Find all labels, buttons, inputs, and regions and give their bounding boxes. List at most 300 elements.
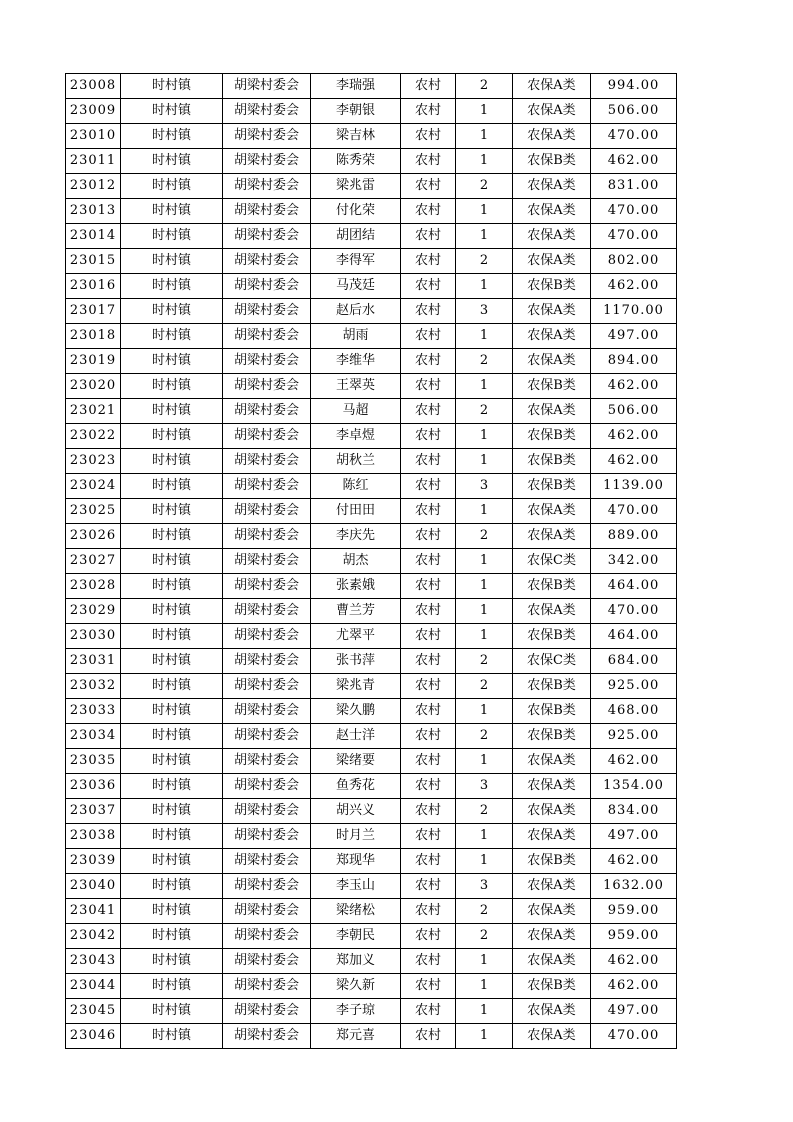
person-count-cell: 2 [456,924,513,949]
insurance-category-cell: 农保B类 [513,374,591,399]
table-row [66,474,677,499]
person-name-cell: 梁久鹏 [311,699,401,724]
insurance-category-cell: 农保A类 [513,999,591,1024]
person-name-cell: 陈红 [311,474,401,499]
benefit-roster-table [65,73,677,1049]
record-id-cell: 23041 [66,899,121,924]
residence-type-cell: 农村 [401,949,456,974]
insurance-category-cell: 农保B类 [513,674,591,699]
person-name-cell: 张素娥 [311,574,401,599]
insurance-category-cell: 农保A类 [513,749,591,774]
insurance-category-cell: 农保A类 [513,249,591,274]
table-row [66,349,677,374]
person-count-cell: 1 [456,124,513,149]
village-committee-cell: 胡梁村委会 [223,149,311,174]
residence-type-cell: 农村 [401,674,456,699]
town-cell: 时村镇 [121,549,223,574]
record-id-cell: 23023 [66,449,121,474]
insurance-category-cell: 农保A类 [513,199,591,224]
village-committee-cell: 胡梁村委会 [223,549,311,574]
person-count-cell: 2 [456,724,513,749]
table-row [66,274,677,299]
residence-type-cell: 农村 [401,624,456,649]
amount-cell: 831.00 [591,174,677,199]
town-cell: 时村镇 [121,199,223,224]
record-id-cell: 23010 [66,124,121,149]
amount-cell: 468.00 [591,699,677,724]
record-id-cell: 23011 [66,149,121,174]
amount-cell: 470.00 [591,599,677,624]
amount-cell: 889.00 [591,524,677,549]
village-committee-cell: 胡梁村委会 [223,749,311,774]
person-count-cell: 1 [456,999,513,1024]
amount-cell: 464.00 [591,574,677,599]
person-count-cell: 2 [456,74,513,99]
insurance-category-cell: 农保B类 [513,474,591,499]
village-committee-cell: 胡梁村委会 [223,474,311,499]
residence-type-cell: 农村 [401,774,456,799]
insurance-category-cell: 农保A类 [513,1024,591,1049]
record-id-cell: 23012 [66,174,121,199]
table-row [66,849,677,874]
table-row [66,999,677,1024]
person-name-cell: 李卓煜 [311,424,401,449]
village-committee-cell: 胡梁村委会 [223,174,311,199]
town-cell: 时村镇 [121,1024,223,1049]
person-name-cell: 郑元喜 [311,1024,401,1049]
town-cell: 时村镇 [121,699,223,724]
person-name-cell: 李朝民 [311,924,401,949]
person-count-cell: 1 [456,574,513,599]
village-committee-cell: 胡梁村委会 [223,674,311,699]
village-committee-cell: 胡梁村委会 [223,999,311,1024]
amount-cell: 462.00 [591,449,677,474]
record-id-cell: 23045 [66,999,121,1024]
insurance-category-cell: 农保B类 [513,974,591,999]
person-name-cell: 李玉山 [311,874,401,899]
insurance-category-cell: 农保B类 [513,449,591,474]
record-id-cell: 23036 [66,774,121,799]
village-committee-cell: 胡梁村委会 [223,124,311,149]
table-row [66,499,677,524]
table-row [66,649,677,674]
table-row [66,799,677,824]
record-id-cell: 23046 [66,1024,121,1049]
record-id-cell: 23018 [66,324,121,349]
table-row [66,99,677,124]
person-count-cell: 1 [456,324,513,349]
amount-cell: 1170.00 [591,299,677,324]
town-cell: 时村镇 [121,324,223,349]
insurance-category-cell: 农保A类 [513,324,591,349]
person-count-cell: 3 [456,299,513,324]
table-row [66,899,677,924]
table-row [66,599,677,624]
residence-type-cell: 农村 [401,449,456,474]
table-row [66,924,677,949]
town-cell: 时村镇 [121,499,223,524]
residence-type-cell: 农村 [401,599,456,624]
record-id-cell: 23025 [66,499,121,524]
table-row [66,624,677,649]
person-count-cell: 1 [456,624,513,649]
village-committee-cell: 胡梁村委会 [223,799,311,824]
person-name-cell: 梁兆青 [311,674,401,699]
residence-type-cell: 农村 [401,149,456,174]
table-row [66,874,677,899]
insurance-category-cell: 农保A类 [513,599,591,624]
record-id-cell: 23043 [66,949,121,974]
person-name-cell: 王翠英 [311,374,401,399]
amount-cell: 462.00 [591,974,677,999]
town-cell: 时村镇 [121,824,223,849]
amount-cell: 959.00 [591,899,677,924]
residence-type-cell: 农村 [401,924,456,949]
town-cell: 时村镇 [121,874,223,899]
record-id-cell: 23032 [66,674,121,699]
person-count-cell: 2 [456,799,513,824]
town-cell: 时村镇 [121,624,223,649]
amount-cell: 470.00 [591,499,677,524]
person-name-cell: 梁绪要 [311,749,401,774]
amount-cell: 470.00 [591,199,677,224]
residence-type-cell: 农村 [401,99,456,124]
village-committee-cell: 胡梁村委会 [223,824,311,849]
village-committee-cell: 胡梁村委会 [223,374,311,399]
table-row [66,574,677,599]
amount-cell: 464.00 [591,624,677,649]
residence-type-cell: 农村 [401,224,456,249]
residence-type-cell: 农村 [401,399,456,424]
table-row [66,424,677,449]
village-committee-cell: 胡梁村委会 [223,774,311,799]
residence-type-cell: 农村 [401,999,456,1024]
residence-type-cell: 农村 [401,749,456,774]
record-id-cell: 23017 [66,299,121,324]
town-cell: 时村镇 [121,949,223,974]
village-committee-cell: 胡梁村委会 [223,1024,311,1049]
amount-cell: 497.00 [591,824,677,849]
village-committee-cell: 胡梁村委会 [223,324,311,349]
record-id-cell: 23013 [66,199,121,224]
table-row [66,249,677,274]
town-cell: 时村镇 [121,249,223,274]
town-cell: 时村镇 [121,374,223,399]
residence-type-cell: 农村 [401,324,456,349]
village-committee-cell: 胡梁村委会 [223,74,311,99]
record-id-cell: 23044 [66,974,121,999]
town-cell: 时村镇 [121,974,223,999]
person-count-cell: 1 [456,499,513,524]
person-count-cell: 1 [456,199,513,224]
village-committee-cell: 胡梁村委会 [223,499,311,524]
table-row [66,149,677,174]
record-id-cell: 23031 [66,649,121,674]
person-count-cell: 2 [456,399,513,424]
person-count-cell: 3 [456,474,513,499]
person-count-cell: 1 [456,1024,513,1049]
residence-type-cell: 农村 [401,849,456,874]
insurance-category-cell: 农保C类 [513,549,591,574]
table-row [66,1024,677,1049]
insurance-category-cell: 农保A类 [513,924,591,949]
person-name-cell: 张书萍 [311,649,401,674]
residence-type-cell: 农村 [401,549,456,574]
town-cell: 时村镇 [121,124,223,149]
insurance-category-cell: 农保C类 [513,649,591,674]
record-id-cell: 23026 [66,524,121,549]
amount-cell: 834.00 [591,799,677,824]
residence-type-cell: 农村 [401,574,456,599]
amount-cell: 470.00 [591,124,677,149]
village-committee-cell: 胡梁村委会 [223,724,311,749]
person-name-cell: 鱼秀花 [311,774,401,799]
table-row [66,674,677,699]
village-committee-cell: 胡梁村委会 [223,974,311,999]
village-committee-cell: 胡梁村委会 [223,574,311,599]
record-id-cell: 23015 [66,249,121,274]
table-row [66,399,677,424]
residence-type-cell: 农村 [401,474,456,499]
town-cell: 时村镇 [121,849,223,874]
person-count-cell: 1 [456,149,513,174]
town-cell: 时村镇 [121,674,223,699]
town-cell: 时村镇 [121,99,223,124]
amount-cell: 1632.00 [591,874,677,899]
person-count-cell: 2 [456,349,513,374]
table-row [66,774,677,799]
insurance-category-cell: 农保B类 [513,149,591,174]
person-count-cell: 2 [456,524,513,549]
town-cell: 时村镇 [121,299,223,324]
record-id-cell: 23014 [66,224,121,249]
amount-cell: 925.00 [591,674,677,699]
residence-type-cell: 农村 [401,74,456,99]
person-count-cell: 1 [456,699,513,724]
village-committee-cell: 胡梁村委会 [223,524,311,549]
town-cell: 时村镇 [121,899,223,924]
person-name-cell: 胡兴义 [311,799,401,824]
town-cell: 时村镇 [121,474,223,499]
town-cell: 时村镇 [121,274,223,299]
town-cell: 时村镇 [121,749,223,774]
town-cell: 时村镇 [121,449,223,474]
village-committee-cell: 胡梁村委会 [223,274,311,299]
insurance-category-cell: 农保A类 [513,174,591,199]
village-committee-cell: 胡梁村委会 [223,649,311,674]
amount-cell: 1354.00 [591,774,677,799]
person-name-cell: 马茂廷 [311,274,401,299]
person-name-cell: 梁久新 [311,974,401,999]
insurance-category-cell: 农保A类 [513,349,591,374]
person-name-cell: 尤翠平 [311,624,401,649]
town-cell: 时村镇 [121,399,223,424]
table-row [66,74,677,99]
insurance-category-cell: 农保A类 [513,949,591,974]
record-id-cell: 23030 [66,624,121,649]
amount-cell: 462.00 [591,949,677,974]
village-committee-cell: 胡梁村委会 [223,849,311,874]
amount-cell: 994.00 [591,74,677,99]
village-committee-cell: 胡梁村委会 [223,199,311,224]
amount-cell: 462.00 [591,749,677,774]
amount-cell: 684.00 [591,649,677,674]
table-row [66,199,677,224]
residence-type-cell: 农村 [401,349,456,374]
person-name-cell: 梁吉林 [311,124,401,149]
person-count-cell: 2 [456,899,513,924]
town-cell: 时村镇 [121,724,223,749]
record-id-cell: 23040 [66,874,121,899]
residence-type-cell: 农村 [401,824,456,849]
village-committee-cell: 胡梁村委会 [223,874,311,899]
person-name-cell: 马超 [311,399,401,424]
amount-cell: 802.00 [591,249,677,274]
residence-type-cell: 农村 [401,249,456,274]
village-committee-cell: 胡梁村委会 [223,299,311,324]
record-id-cell: 23008 [66,74,121,99]
record-id-cell: 23035 [66,749,121,774]
table-row [66,299,677,324]
person-count-cell: 1 [456,99,513,124]
residence-type-cell: 农村 [401,424,456,449]
person-name-cell: 郑加义 [311,949,401,974]
table-row [66,749,677,774]
village-committee-cell: 胡梁村委会 [223,699,311,724]
record-id-cell: 23034 [66,724,121,749]
insurance-category-cell: 农保B类 [513,424,591,449]
person-name-cell: 曹兰芳 [311,599,401,624]
person-count-cell: 1 [456,849,513,874]
person-count-cell: 1 [456,949,513,974]
residence-type-cell: 农村 [401,724,456,749]
town-cell: 时村镇 [121,774,223,799]
amount-cell: 497.00 [591,999,677,1024]
record-id-cell: 23037 [66,799,121,824]
record-id-cell: 23038 [66,824,121,849]
town-cell: 时村镇 [121,924,223,949]
person-name-cell: 胡秋兰 [311,449,401,474]
amount-cell: 959.00 [591,924,677,949]
person-name-cell: 胡杰 [311,549,401,574]
residence-type-cell: 农村 [401,874,456,899]
person-name-cell: 梁兆雷 [311,174,401,199]
person-count-cell: 1 [456,449,513,474]
record-id-cell: 23028 [66,574,121,599]
person-count-cell: 2 [456,174,513,199]
insurance-category-cell: 农保B类 [513,574,591,599]
residence-type-cell: 农村 [401,199,456,224]
insurance-category-cell: 农保A类 [513,99,591,124]
person-name-cell: 梁绪松 [311,899,401,924]
record-id-cell: 23019 [66,349,121,374]
residence-type-cell: 农村 [401,374,456,399]
person-count-cell: 2 [456,674,513,699]
amount-cell: 470.00 [591,224,677,249]
amount-cell: 470.00 [591,1024,677,1049]
residence-type-cell: 农村 [401,124,456,149]
table-row [66,374,677,399]
table-row [66,949,677,974]
village-committee-cell: 胡梁村委会 [223,624,311,649]
person-count-cell: 3 [456,774,513,799]
residence-type-cell: 农村 [401,524,456,549]
insurance-category-cell: 农保A类 [513,74,591,99]
town-cell: 时村镇 [121,574,223,599]
village-committee-cell: 胡梁村委会 [223,924,311,949]
person-name-cell: 付化荣 [311,199,401,224]
insurance-category-cell: 农保B类 [513,274,591,299]
person-count-cell: 1 [456,274,513,299]
table-row [66,724,677,749]
town-cell: 时村镇 [121,524,223,549]
person-count-cell: 1 [456,599,513,624]
table-row [66,174,677,199]
town-cell: 时村镇 [121,649,223,674]
village-committee-cell: 胡梁村委会 [223,399,311,424]
person-count-cell: 3 [456,874,513,899]
village-committee-cell: 胡梁村委会 [223,349,311,374]
town-cell: 时村镇 [121,174,223,199]
record-id-cell: 23039 [66,849,121,874]
record-id-cell: 23016 [66,274,121,299]
amount-cell: 925.00 [591,724,677,749]
person-count-cell: 1 [456,224,513,249]
table-row [66,699,677,724]
insurance-category-cell: 农保B类 [513,849,591,874]
town-cell: 时村镇 [121,74,223,99]
person-name-cell: 李得军 [311,249,401,274]
person-name-cell: 李子琼 [311,999,401,1024]
town-cell: 时村镇 [121,224,223,249]
insurance-category-cell: 农保A类 [513,874,591,899]
village-committee-cell: 胡梁村委会 [223,224,311,249]
table-row [66,824,677,849]
person-name-cell: 郑现华 [311,849,401,874]
amount-cell: 497.00 [591,324,677,349]
table-row [66,324,677,349]
person-count-cell: 1 [456,424,513,449]
amount-cell: 1139.00 [591,474,677,499]
amount-cell: 462.00 [591,849,677,874]
residence-type-cell: 农村 [401,799,456,824]
person-name-cell: 李朝银 [311,99,401,124]
person-name-cell: 陈秀荣 [311,149,401,174]
village-committee-cell: 胡梁村委会 [223,424,311,449]
residence-type-cell: 农村 [401,499,456,524]
record-id-cell: 23029 [66,599,121,624]
village-committee-cell: 胡梁村委会 [223,99,311,124]
insurance-category-cell: 农保B类 [513,699,591,724]
person-count-cell: 2 [456,249,513,274]
insurance-category-cell: 农保A类 [513,824,591,849]
amount-cell: 894.00 [591,349,677,374]
residence-type-cell: 农村 [401,174,456,199]
amount-cell: 506.00 [591,99,677,124]
record-id-cell: 23033 [66,699,121,724]
record-id-cell: 23009 [66,99,121,124]
person-name-cell: 胡雨 [311,324,401,349]
residence-type-cell: 农村 [401,299,456,324]
record-id-cell: 23027 [66,549,121,574]
person-name-cell: 胡团结 [311,224,401,249]
table-row [66,449,677,474]
record-id-cell: 23042 [66,924,121,949]
table-row [66,124,677,149]
person-count-cell: 2 [456,649,513,674]
town-cell: 时村镇 [121,599,223,624]
record-id-cell: 23022 [66,424,121,449]
